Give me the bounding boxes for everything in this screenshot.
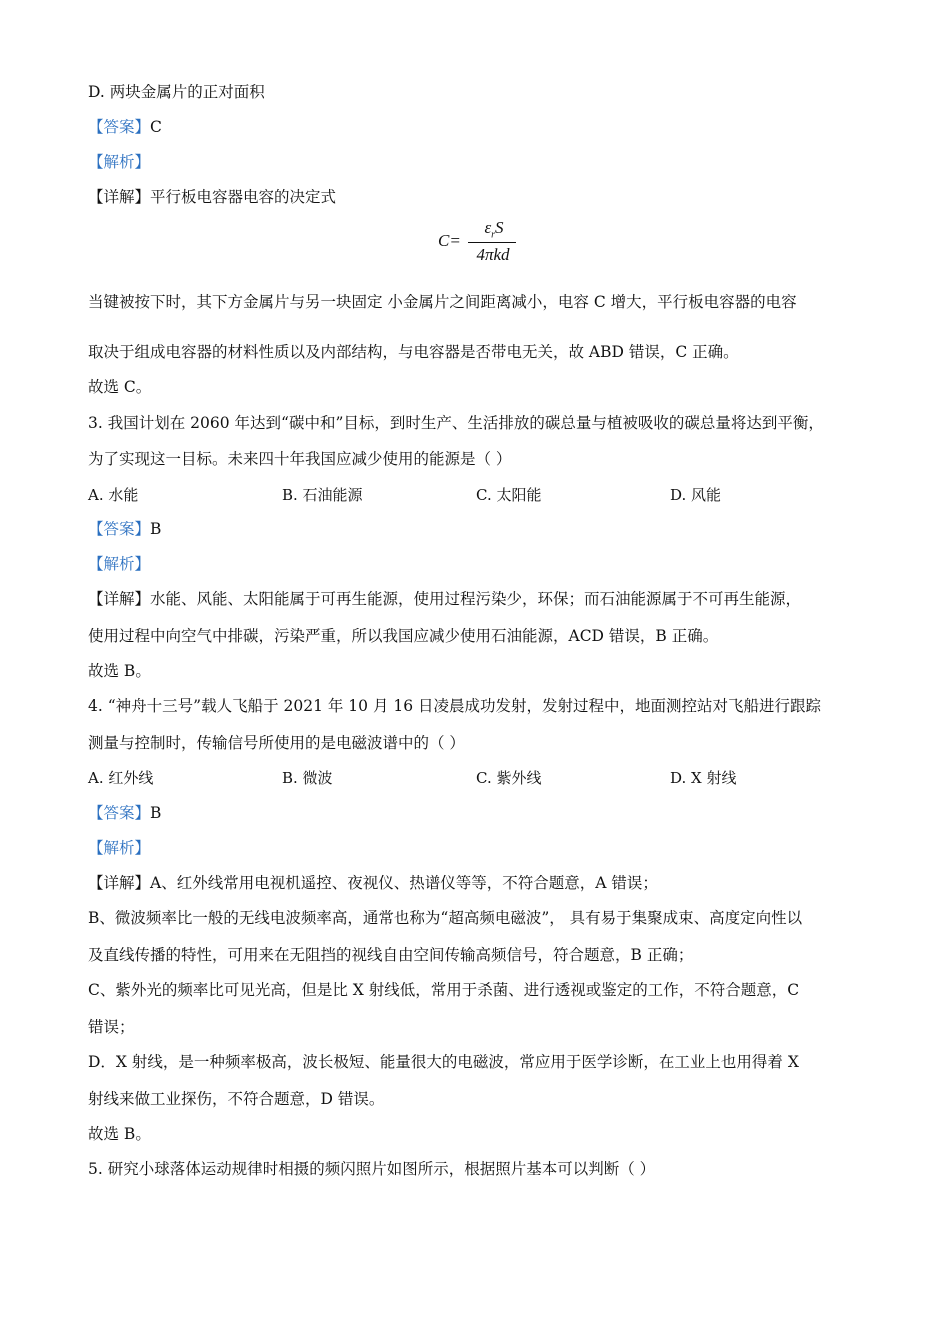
q4-detail-line-1 [88,873,658,893]
q3-analysis-tag: 【解析】 [88,555,151,573]
formula-denominator: 4πkd [476,245,510,264]
q2-detail [88,187,336,207]
q3-option-c: C. 太阳能 [476,486,542,504]
q4-detail-line-4: C、紫外光的频率比可见光高，但是比 X 射线低，常用于杀菌、进行透视或鉴定的工作，不符合题意，C [88,981,800,999]
epsilon: ε [484,218,492,237]
q4-stem-1: 4. “神舟十三号”载人飞船于 2021 年 10 月 16 日凌晨成功发射，发射过程中，地面测控站对飞船进行跟踪 [88,697,822,715]
epsilon-sub: r [491,229,496,241]
q4-stem-2: 测量与控制时，传输信号所使用的是电磁波谱中的（ ） [88,734,465,752]
q4-option-d: D. X 射线 [670,769,737,787]
q4-detail-line-2: B、微波频率比一般的无线电波频率高，通常也称为“超高频电磁波”， 具有易于集聚成束、高度定向性以 [88,909,803,927]
answer-tag: 【答案】 [88,804,151,822]
q3-option-a: A. 水能 [88,486,139,504]
q4-detail-line-6: D．X 射线，是一种频率极高，波长极短、能量很大的电磁波，常应用于医学诊断，在工业上也用得着 X [88,1053,799,1071]
q3-detail-line-2: 使用过程中向空气中排碳，污染严重，所以我国应减少使用石油能源，ACD 错误，B 正确。 [88,627,719,645]
q3-answer [88,519,161,539]
q3-option-d: D. 风能 [670,486,722,504]
q2-option-d: D. 两块金属片的正对面积 [88,83,265,101]
answer-value: B [150,804,162,822]
q2-conclusion: 故选 C。 [88,378,152,396]
q5-stem: 5. 研究小球落体运动规律时相摄的频闪照片如图所示，根据照片基本可以判断（ ） [88,1160,656,1178]
q4-option-c: C. 紫外线 [476,769,542,787]
detail-text: 水能、风能、太阳能属于可再生能源，使用过程污染少，环保；而石油能源属于不可再生能源， [150,590,802,608]
q3-stem-1: 3. 我国计划在 2060 年达到“碳中和”目标，到时生产、生活排放的碳总量与植被吸收的碳总量将达到平衡， [88,414,824,432]
answer-value: B [150,520,162,538]
detail-intro: 平行板电容器电容的决定式 [150,188,337,206]
formula-numerator [473,218,515,240]
q3-detail-line-1 [88,589,801,609]
q4-option-a: A. 红外线 [88,769,154,787]
capacitance-formula [438,218,528,268]
area-symbol: S [495,218,504,237]
q4-analysis-tag: 【解析】 [88,839,151,857]
q4-conclusion: 故选 B。 [88,1125,151,1143]
q3-conclusion: 故选 B。 [88,662,151,680]
q4-option-b: B. 微波 [282,769,333,787]
answer-tag: 【答案】 [88,520,151,538]
detail-text: A、红外线常用电视机遥控、夜视仪、热谱仪等等，不符合题意，A 错误； [150,874,658,892]
q2-detail-line-2: 取决于组成电容器的材料性质以及内部结构，与电容器是否带电无关，故 ABD 错误，C 正确。 [88,343,739,361]
answer-value: C [150,118,162,136]
detail-tag: 【详解】 [88,874,151,892]
q4-detail-line-5: 错误； [88,1018,135,1036]
q4-answer [88,803,161,823]
answer-tag: 【答案】 [88,118,151,136]
fraction-bar [468,242,516,243]
q2-analysis-tag: 【解析】 [88,153,151,171]
q2-detail-line-1: 当键被按下时，其下方金属片与另一块固定 小金属片之间距离减小，电容 C 增大，平行板电容器的电容 [88,293,797,311]
detail-tag: 【详解】 [88,590,151,608]
formula-lhs: C= [438,231,461,250]
detail-tag: 【详解】 [88,188,151,206]
q3-stem-2: 为了实现这一目标。未来四十年我国应减少使用的能源是（ ） [88,450,512,468]
q4-detail-line-3: 及直线传播的特性，可用来在无阻挡的视线自由空间传输高频信号，符合题意，B 正确； [88,946,694,964]
q4-detail-line-7: 射线来做工业探伤，不符合题意，D 错误。 [88,1090,385,1108]
q3-option-b: B. 石油能源 [282,486,363,504]
q2-answer [88,117,162,137]
